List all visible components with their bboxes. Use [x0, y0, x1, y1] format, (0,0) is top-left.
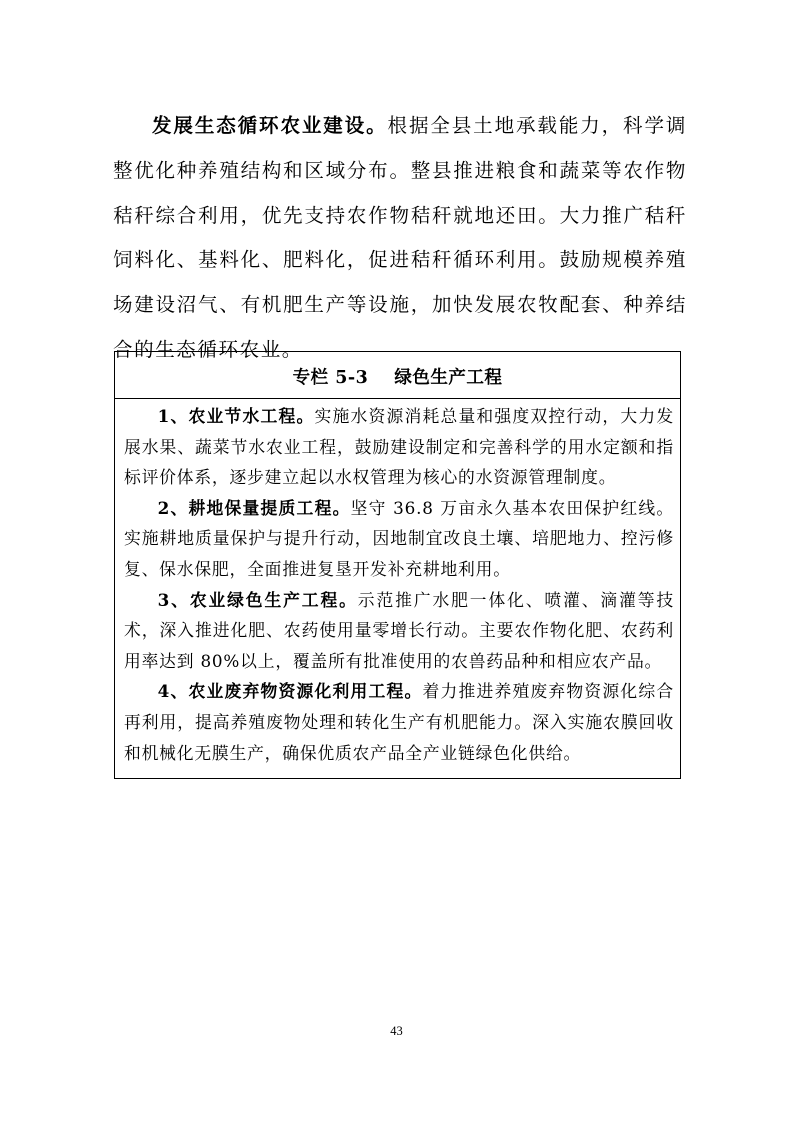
intro-paragraph: [113, 104, 687, 373]
column-box: [114, 351, 681, 779]
column-box-body: [124, 401, 674, 768]
column-box-header: [115, 352, 680, 399]
column-item-green-production: [124, 585, 674, 677]
column-title: 绿色生产工程: [394, 368, 503, 388]
column-item-title: 3、农业绿色生产工程。: [157, 589, 358, 610]
intro-lead: 发展生态循环农业建设。: [152, 114, 388, 137]
column-item-water-saving: [124, 401, 674, 493]
column-item-waste-recycling: [124, 676, 674, 768]
intro-text: 根据全县土地承载能力，科学调整优化种养殖结构和区域分布。整县推进粮食和蔬菜等农作物秸秆综合利用，优先支持农作物秸秆就地还田。大力推广秸秆饲料化、基料化、肥料化，促进秸秆循环利用。鼓励规模养殖场建设沼气、有机肥生产等设施，加快发展农牧配套、种养结合的生态循环农业。: [113, 114, 687, 361]
column-item-text: 实施水资源消耗总量和强度双控行动，大力发展水果、蔬菜节水农业工程，鼓励建设制定和完善科学的用水定额和指标评价体系，逐步建立起以水权管理为核心的水资源管理制度。: [124, 406, 674, 488]
column-item-title: 4、农业废弃物资源化利用工程。: [157, 681, 423, 702]
column-item-text: 示范推广水肥一体化、喷灌、滴灌等技术，深入推进化肥、农药使用量零增长行动。主要农作物化肥、农药利用率达到 80%以上，覆盖所有批准使用的农兽药品种和相应农产品。: [124, 589, 674, 671]
column-label: 专栏 5-3: [292, 368, 369, 388]
page-number: 43: [390, 1024, 403, 1038]
column-item-text: 着力推进养殖废弃物资源化综合再利用，提高养殖废物处理和转化生产有机肥能力。深入实施农膜回收和机械化无膜生产，确保优质农产品全产业链绿色化供给。: [124, 681, 674, 763]
column-item-title: 2、耕地保量提质工程。: [157, 497, 351, 518]
column-item-text: 坚守 36.8 万亩永久基本农田保护红线。实施耕地质量保护与提升行动，因地制宜改良土壤、培肥地力、控污修复、保水保肥，全面推进复垦开发补充耕地利用。: [124, 497, 674, 579]
column-item-title: 1、农业节水工程。: [157, 406, 315, 426]
column-item-farmland-quality: [124, 493, 674, 585]
